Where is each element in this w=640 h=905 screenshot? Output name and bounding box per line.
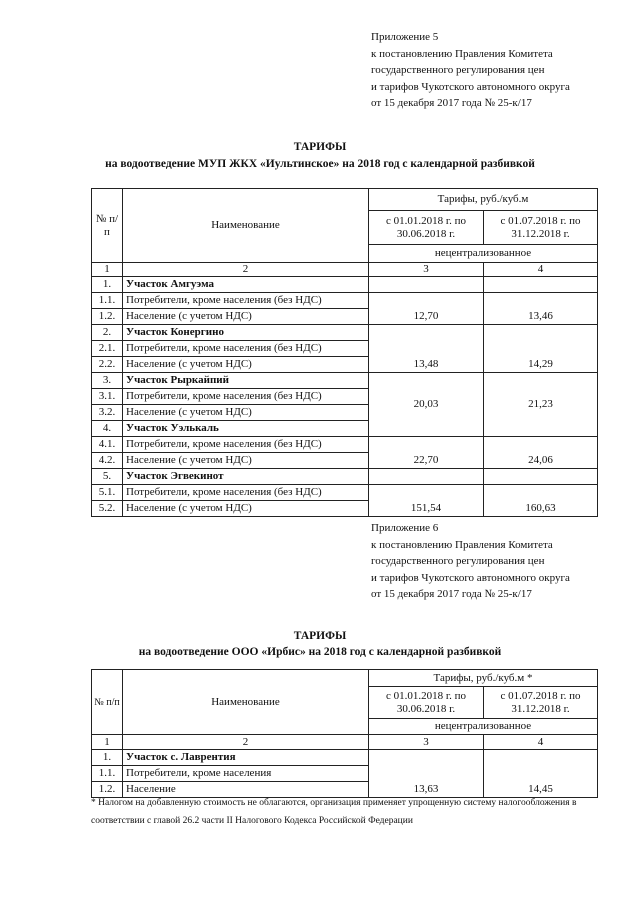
table-row — [92, 373, 598, 389]
section-name: Участок Эгвекинот — [123, 469, 369, 485]
tariff-value: 21,23 — [484, 389, 598, 421]
appendix-line: к постановлению Правления Комитета — [371, 538, 553, 551]
tariff-value: 14,45 — [484, 782, 598, 798]
col-index: 3 — [369, 735, 484, 750]
row-name: Население (с учетом НДС) — [123, 405, 369, 421]
row-num: 3. — [92, 373, 123, 389]
row-name: Население (с учетом НДС) — [123, 501, 369, 517]
header-type: нецентрализованное — [369, 719, 598, 735]
row-num: 3.1. — [92, 389, 123, 405]
row-name: Население (с учетом НДС) — [123, 357, 369, 373]
table-row — [92, 341, 598, 357]
header-period-2: с 01.07.2018 г. по 31.12.2018 г. — [484, 211, 598, 245]
header-type: нецентрализованное — [369, 245, 598, 263]
row-num: 4. — [92, 421, 123, 437]
appendix-line: и тарифов Чукотского автономного округа — [371, 80, 570, 93]
appendix-6-block — [371, 520, 631, 603]
row-num: 1.2. — [92, 782, 123, 798]
table-row — [92, 766, 598, 782]
row-name: Потребители, кроме населения — [123, 766, 369, 782]
header-num: № п/п — [92, 189, 123, 263]
row-name: Потребители, кроме населения (без НДС) — [123, 485, 369, 501]
col-index: 2 — [123, 263, 369, 277]
row-num: 1. — [92, 277, 123, 293]
table-row — [92, 325, 598, 341]
appendix-line: Приложение 5 — [371, 31, 439, 43]
col-index: 4 — [484, 263, 598, 277]
table-row — [92, 421, 598, 437]
tariff-value: 160,63 — [484, 501, 598, 517]
table-row — [92, 501, 598, 517]
tariff-value: 13,48 — [369, 357, 484, 373]
row-num: 1.1. — [92, 293, 123, 309]
appendix-line: Приложение 6 — [371, 522, 439, 534]
appendix-line: от 15 декабря 2017 года № 25-к/17 — [371, 97, 532, 109]
table-row — [92, 437, 598, 453]
row-num: 4.2. — [92, 453, 123, 469]
col-index: 1 — [92, 735, 123, 750]
col-index: 1 — [92, 263, 123, 277]
section-name: Участок Амгуэма — [123, 277, 369, 293]
tariff-value: 14,29 — [484, 357, 598, 373]
appendix-line: государственного регулирования цен — [371, 64, 545, 76]
appendix-line: и тарифов Чукотского автономного округа — [371, 571, 570, 584]
row-num: 5.2. — [92, 501, 123, 517]
table1-subtitle: на водоотведение МУП ЖКХ «Иультинское» на 2018 год с календарной разбивкой — [105, 158, 535, 170]
row-num: 5. — [92, 469, 123, 485]
section-name: Участок Конергино — [123, 325, 369, 341]
row-num: 4.1. — [92, 437, 123, 453]
header-period-2: с 01.07.2018 г. по 31.12.2018 г. — [484, 687, 598, 719]
section-name: Участок с. Лаврентия — [123, 750, 369, 766]
tariff-value: 22,70 — [369, 453, 484, 469]
row-num: 2.2. — [92, 357, 123, 373]
row-name: Население — [123, 782, 369, 798]
row-name: Потребители, кроме населения (без НДС) — [123, 293, 369, 309]
tariff-value: 20,03 — [369, 389, 484, 421]
table-row — [92, 469, 598, 485]
row-name: Население (с учетом НДС) — [123, 453, 369, 469]
header-name: Наименование — [123, 189, 369, 263]
tariff-value: 13,63 — [369, 782, 484, 798]
header-period-1: с 01.01.2018 г. по 30.06.2018 г. — [369, 687, 484, 719]
table-row — [92, 750, 598, 766]
table-row — [92, 293, 598, 309]
appendix-5-block — [371, 29, 631, 112]
row-num: 1. — [92, 750, 123, 766]
table-row — [92, 485, 598, 501]
appendix-line: государственного регулирования цен — [371, 555, 545, 567]
col-index: 2 — [123, 735, 369, 750]
row-num: 1.2. — [92, 309, 123, 325]
section-name: Участок Уэлькаль — [123, 421, 369, 437]
table-row — [92, 277, 598, 293]
table-row — [92, 453, 598, 469]
row-num: 5.1. — [92, 485, 123, 501]
appendix-line: к постановлению Правления Комитета — [371, 47, 553, 60]
row-num: 3.2. — [92, 405, 123, 421]
section-name: Участок Рыркайпий — [123, 373, 369, 389]
tariff-value: 12,70 — [369, 309, 484, 325]
table1-title: ТАРИФЫ — [293, 141, 347, 153]
table2-subtitle: на водоотведение ООО «Ирбис» на 2018 год с календарной разбивкой — [138, 646, 502, 658]
tariff-value: 13,46 — [484, 309, 598, 325]
row-num: 2.1. — [92, 341, 123, 357]
col-index: 3 — [369, 263, 484, 277]
header-name: Наименование — [123, 670, 369, 735]
table2-title: ТАРИФЫ — [293, 630, 347, 642]
appendix-line: от 15 декабря 2017 года № 25-к/17 — [371, 588, 532, 600]
header-num: № п/п — [92, 670, 123, 735]
header-period-1: с 01.01.2018 г. по 30.06.2018 г. — [369, 211, 484, 245]
tariff-value: 151,54 — [369, 501, 484, 517]
row-name: Население (с учетом НДС) — [123, 309, 369, 325]
table-row — [92, 309, 598, 325]
row-name: Потребители, кроме населения (без НДС) — [123, 341, 369, 357]
header-tariffs: Тарифы, руб./куб.м * — [369, 670, 598, 687]
header-tariffs: Тарифы, руб./куб.м — [369, 189, 598, 211]
col-index: 4 — [484, 735, 598, 750]
row-num: 2. — [92, 325, 123, 341]
row-name: Потребители, кроме населения (без НДС) — [123, 389, 369, 405]
tariff-table-2 — [91, 669, 598, 798]
tariff-table-1 — [91, 188, 598, 517]
table-row — [92, 389, 598, 405]
table-row — [92, 357, 598, 373]
row-num: 1.1. — [92, 766, 123, 782]
footnote: * Налогом на добавленную стоимость не облагаются, организация применяет упрощенную систему налогообложения в соответствии с главой 26.2 части II Налогового Кодекса Российской Федерации — [91, 798, 577, 826]
row-name: Потребители, кроме населения (без НДС) — [123, 437, 369, 453]
tariff-value: 24,06 — [484, 453, 598, 469]
